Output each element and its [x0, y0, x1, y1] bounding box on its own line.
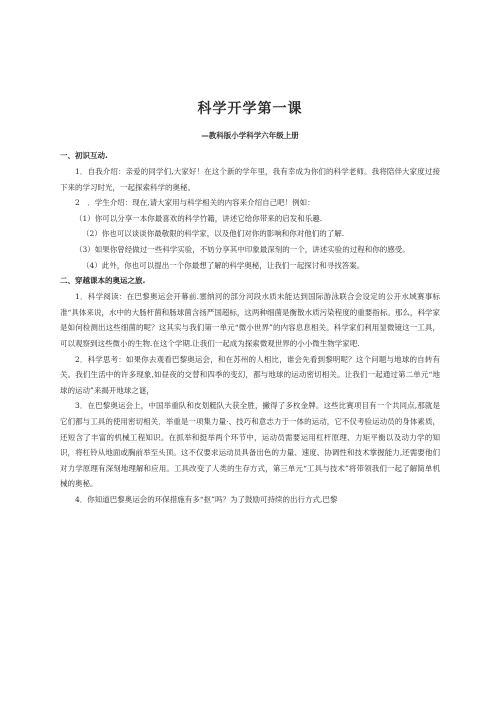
list-item: （2）你也可以谈谈你最敬限的科学家，以及他们对你的影响和你对他们的了解. — [82, 229, 345, 239]
page-subtitle: —教科版小学科学六年级上册 — [201, 131, 299, 140]
paragraph: 2 ．学生介绍：现在,请大家用与科学相关的内容来介绍自己吧！例如： — [75, 198, 315, 208]
section-heading-intro: 一、初识互动. — [60, 151, 108, 160]
paragraph: 3．在巴黎奥运会上，中国举重队和皮划艇队大获全胜，撇得了多枚金牌。这些比赛项目有一个共同点,那就是它们都与工具的使用密切相关．举重是一项集力量·、技巧和意志力于一体的运动，它不仅考验运动员的身体素质，还短含了丰富的机械工程知识。在抓举和挺举两个环节中，运动员需要运用杠杆原理、力矩平衡以及动力学的知识，将杠铃从地面或胸前举至头顶。这不仅要求运动员具备出色的力量、速度、协调性和技术掌握能力,还需要他们对力学原理有深刻地理解和应用。工具改变了人类的生存方式，第三单元“工具与技术”将带领我们一起了解简单机械的奥秘。 — [60, 401, 440, 489]
page-title: 科学开学第一课 — [197, 101, 303, 117]
list-item: （3）如果你曾经做过一些科学实验，不妨分享其中印象最深刻的一个，讲述实验的过程和你的感受。 — [75, 244, 410, 254]
paragraph: 1．自我介绍：亲爱的同学们,大家好！在这个新的学年里，我有幸成为你们的科学老师。我将陪伴大家度过接下来的学习时光，一起探索科学的奥秘。 — [60, 167, 440, 192]
paragraph: 1．科学阅读：在巴黎奥运会开幕前.塞纳河的部分河段水质未能达到国际游泳联合会设定的公开水域赛事标准“具体来说，水中的大肠杆菌和肠球菌含扬严国超标，这两种细菌是衡散水质污染程度的重要指标。那么，科学家是如何检测出这些细菌的呢？这其实与我们第一单元“微小世界”的内容息息相关。科学家们利用显微镜这一工具，可以观察到这些微小的生物.在这个学期.让我们一起成为探索微观世界的小小微生物学家吧. — [60, 292, 440, 348]
list-item: （4）此外，你也可以提出一个你最想了解的科学奥秘，让我们一起探讨和寻找答案。 — [82, 260, 365, 270]
section-heading-olympics: 二、穿越课本的奥运之旅. — [60, 276, 146, 286]
list-item: （1）你可以分享一本你最喜欢的科学竹籍，讲述它给你带来的启发和乐趣. — [75, 213, 323, 223]
paragraph: 2．科学思考：如果你去观看巴黎奥运会，和在苏州的人相比，谁会先看到黎明呢？这个问题与地球的自转有关。我们生活中的许多现象,如昼夜的交替和四季的变幻，都与地球的运动密切相关。让我们一起通过第二单元“地球的运动”来揭开地球之谜， — [60, 354, 440, 395]
paragraph: 4．你知道巴黎奥运会的环保措施有多“抠”吗？为了鼓励可持续的出行方式,巴黎 — [75, 494, 338, 504]
